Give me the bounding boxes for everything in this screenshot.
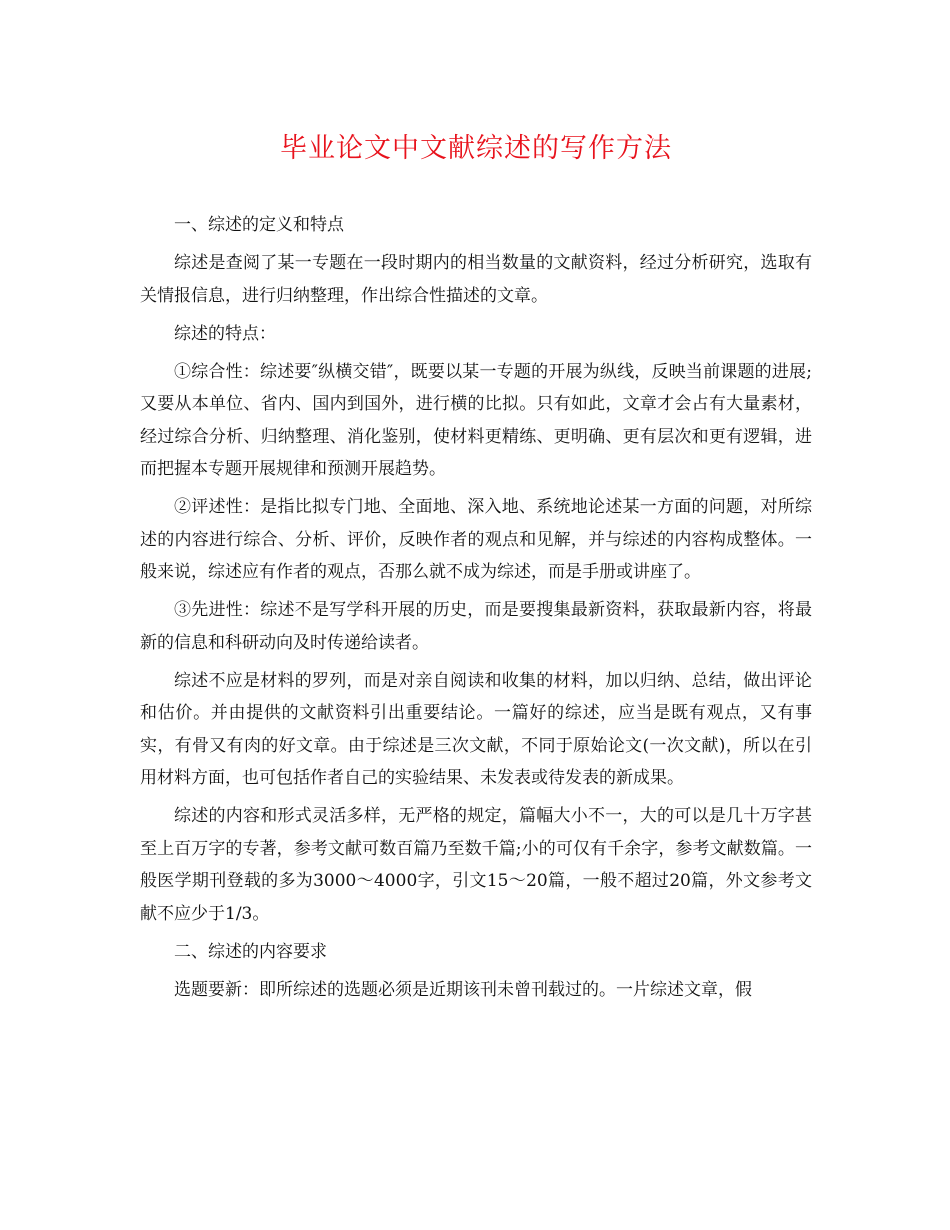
paragraph-topic-new: 选题要新：即所综述的选题必须是近期该刊未曾刊载过的。一片综述文章，假 bbox=[174, 979, 752, 1000]
document-page bbox=[140, 0, 812, 1012]
paragraph-evaluative: ②评述性：是指比拟专门地、全面地、深入地、系统地论述某一方面的问题，对所综述的内容进行综合、分析、评价，反映作者的观点和见解，并与综述的内容构成整体。一般来说，综述应有作者的观点，否那么就不成为综述，而是手册或讲座了。 bbox=[140, 497, 812, 582]
paragraph-comprehensive: ①综合性：综述要″纵横交错″，既要以某一专题的开展为纵线，反映当前课题的进展;又要从本单位、省内、国内到国外，进行横的比拟。只有如此，文章才会占有大量素材，经过综合分析、归纳整理、消化鉴别，使材料更精练、更明确、更有层次和更有逻辑，进而把握本专题开展规律和预测开展趋势。 bbox=[140, 361, 812, 479]
paragraph-advanced: ③先进性：综述不是写学科开展的历史，而是要搜集最新资料，获取最新内容，将最新的信息和科研动向及时传递给读者。 bbox=[140, 600, 812, 653]
section-heading-content: 二、综述的内容要求 bbox=[174, 941, 327, 962]
paragraph-definition: 综述是查阅了某一专题在一段时期内的相当数量的文献资料，经过分析研究，选取有关情报信息，进行归纳整理，作出综合性描述的文章。 bbox=[140, 253, 812, 306]
paragraph-features-intro: 综述的特点： bbox=[174, 323, 276, 344]
document-title: 毕业论文中文献综述的写作方法 bbox=[280, 133, 672, 164]
paragraph-form-length: 综述的内容和形式灵活多样，无严格的规定，篇幅大小不一，大的可以是几十万字甚至上百万字的专著，参考文献可数百篇乃至数千篇;小的可仅有千余字，参考文献数篇。一般医学期刊登载的多为3000～4000字，引文15～20篇，一般不超过20篇，外文参考文献不应少于1/3。 bbox=[140, 806, 812, 924]
paragraph-not-list: 综述不应是材料的罗列，而是对亲自阅读和收集的材料，加以归纳、总结，做出评论和估价。并由提供的文献资料引出重要结论。一篇好的综述，应当是既有观点，又有事实，有骨又有肉的好文章。由于综述是三次文献，不同于原始论文(一次文献)，所以在引用材料方面，也可包括作者自己的实验结果、未发表或待发表的新成果。 bbox=[140, 670, 812, 788]
section-heading-definition: 一、综述的定义和特点 bbox=[174, 215, 344, 235]
document-body bbox=[140, 209, 812, 1006]
